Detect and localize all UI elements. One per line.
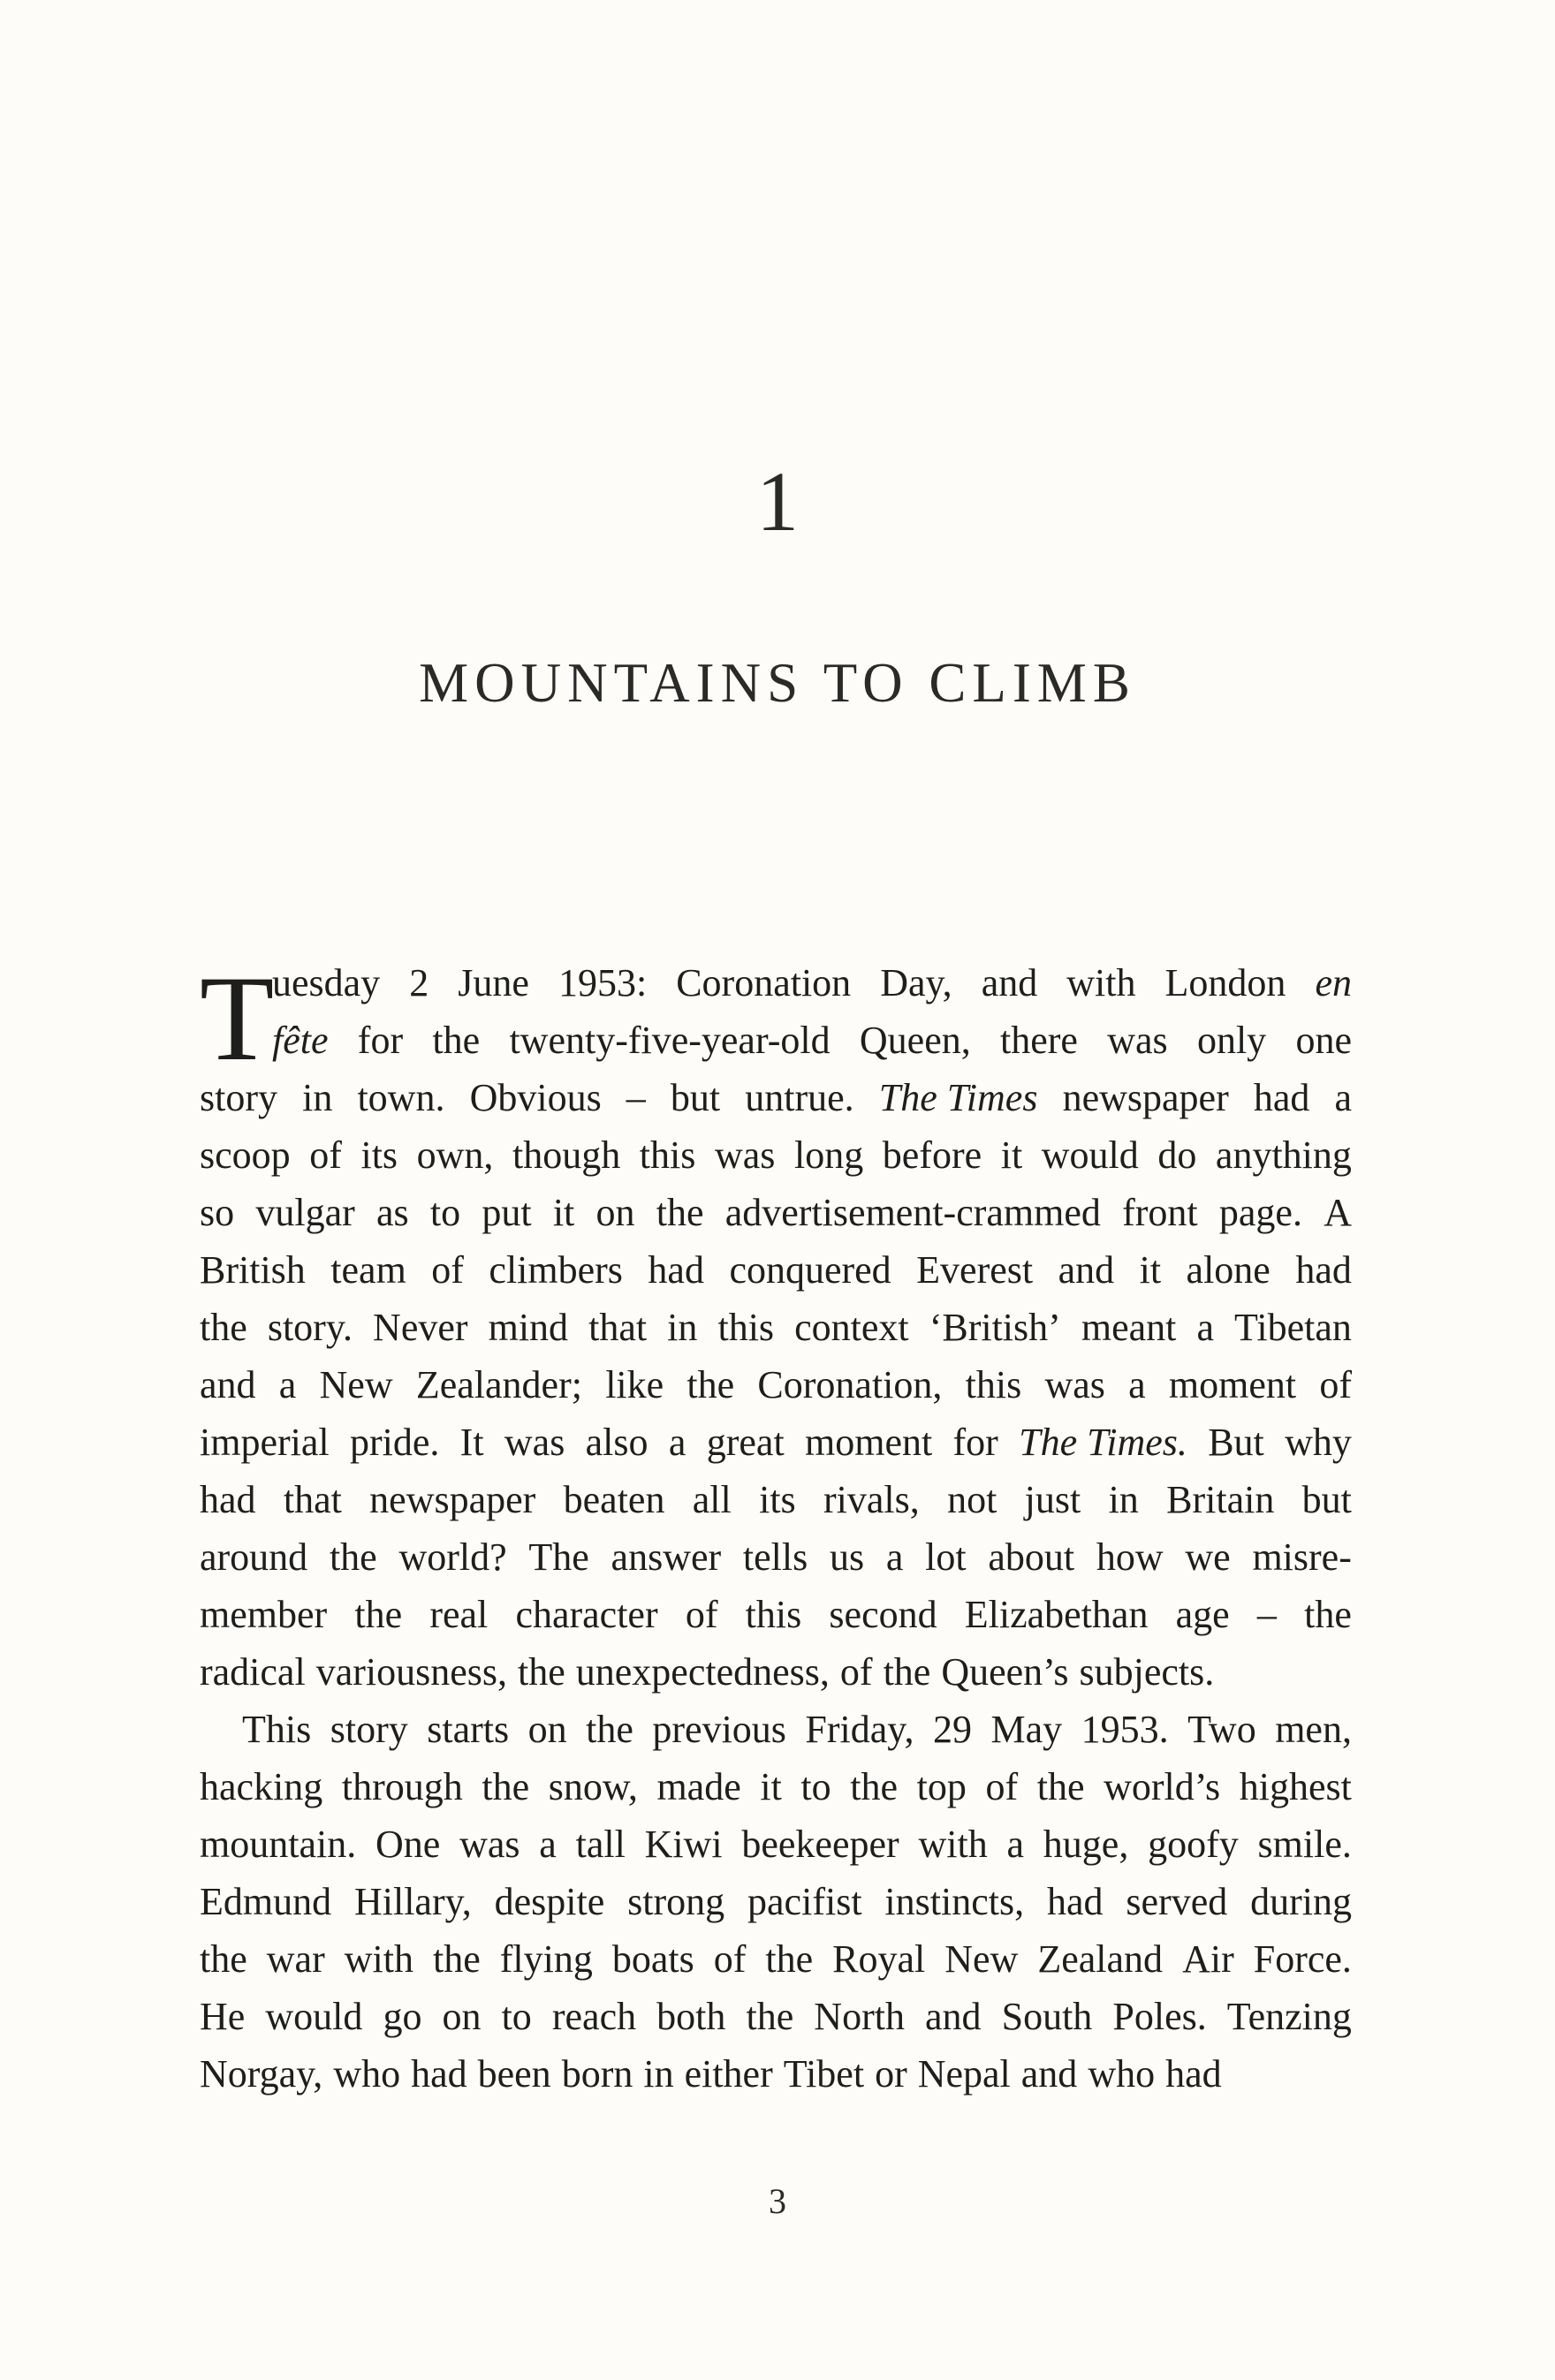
word: why (1285, 1421, 1352, 1464)
word: had (648, 1248, 704, 1292)
word: He (200, 1995, 246, 2038)
word: the (432, 1019, 481, 1062)
drop-cap: T (200, 951, 275, 1086)
word: page. (1218, 1191, 1302, 1234)
word: context (794, 1306, 909, 1349)
word: New (944, 1937, 1019, 1981)
word: but (1301, 1478, 1352, 1521)
word: Day, (880, 961, 952, 1004)
word: do (1157, 1133, 1197, 1177)
word: New (319, 1363, 393, 1406)
word: for (357, 1019, 404, 1062)
word: had (1046, 1880, 1104, 1923)
word: though (512, 1133, 621, 1177)
word: The Times. (1019, 1421, 1187, 1464)
word: just (1024, 1478, 1081, 1521)
word: moment (1168, 1363, 1297, 1406)
word: and (1058, 1248, 1115, 1292)
word: was (1044, 1363, 1105, 1406)
word: hacking (200, 1765, 323, 1808)
text-line (200, 1184, 1352, 1241)
word: of (309, 1133, 342, 1177)
word: was (459, 1823, 520, 1866)
word: Queen, (859, 1019, 971, 1062)
word: the (765, 1937, 814, 1981)
word: North (814, 1995, 905, 2038)
word: the (354, 1593, 403, 1636)
word: would (1041, 1133, 1139, 1177)
word: its (360, 1133, 398, 1177)
word: unexpectedness, (575, 1650, 830, 1694)
word: had (1295, 1248, 1352, 1292)
text-line (200, 2045, 1352, 2103)
word: was (1107, 1019, 1168, 1062)
word: Queen’s (941, 1650, 1069, 1694)
word: and (925, 1995, 982, 2038)
word: A (1324, 1191, 1352, 1234)
word: front (1122, 1191, 1198, 1234)
word: mind (488, 1306, 569, 1349)
word: during (1250, 1880, 1352, 1923)
word: with (344, 1937, 413, 1981)
word: Poles. (1112, 1995, 1207, 2038)
word: in (1108, 1478, 1139, 1521)
word: us (829, 1535, 865, 1579)
word: story. (267, 1306, 353, 1349)
word: age (1175, 1593, 1230, 1636)
word: One (375, 1823, 441, 1866)
word: great (706, 1421, 785, 1464)
word: that (283, 1478, 342, 1521)
word: the (656, 1191, 704, 1234)
word: put (482, 1191, 532, 1234)
word: around (200, 1535, 308, 1579)
word: the (432, 1937, 481, 1981)
word: Britain (1166, 1478, 1275, 1521)
word: the (883, 1650, 931, 1694)
word: Tibetan (1234, 1306, 1352, 1349)
word: it (1000, 1133, 1023, 1177)
word: through (341, 1765, 463, 1808)
word: and (1020, 2052, 1078, 2096)
word: with (918, 1823, 988, 1866)
word: that (588, 1306, 648, 1349)
word: it (760, 1765, 782, 1808)
word: Royal (832, 1937, 926, 1981)
word: Air (1182, 1937, 1234, 1981)
word: but (670, 1076, 721, 1119)
word: radical (200, 1650, 306, 1694)
word: real (429, 1593, 489, 1636)
word: This (242, 1708, 312, 1751)
word: own, (416, 1133, 494, 1177)
word: Norgay, (200, 2052, 323, 2096)
word: character (515, 1593, 658, 1636)
word: this (639, 1133, 696, 1177)
word: moment (805, 1421, 933, 1464)
word: vulgar (255, 1191, 355, 1234)
word: the (200, 1937, 247, 1981)
word: fête (272, 1019, 329, 1062)
word: 1953: (558, 961, 648, 1004)
word: had (1165, 2052, 1222, 2096)
word: mountain. (200, 1823, 357, 1866)
word: smile. (1257, 1823, 1352, 1866)
word: anything (1215, 1133, 1352, 1177)
chapter-number: 1 (756, 454, 799, 549)
word: Nepal (917, 2052, 1011, 2096)
word: a (1128, 1363, 1146, 1406)
word: of (685, 1593, 718, 1636)
word: this (717, 1306, 775, 1349)
word: member (200, 1593, 328, 1636)
word: previous (652, 1708, 786, 1751)
word: reach (551, 1995, 637, 2038)
word: despite (494, 1880, 605, 1923)
word: pacifist (747, 1880, 862, 1923)
word: of (985, 1765, 1019, 1808)
word: a (1006, 1823, 1025, 1866)
word: in (643, 2052, 674, 2096)
word: would (265, 1995, 363, 2038)
word: subjects. (1079, 1650, 1215, 1694)
chapter-title: MOUNTAINS TO CLIMB (419, 652, 1136, 714)
word: of (839, 1650, 873, 1694)
word: snow, (548, 1765, 638, 1808)
word: strong (627, 1880, 725, 1923)
word: climbers (489, 1248, 623, 1292)
word: conquered (729, 1248, 891, 1292)
word: on (595, 1191, 635, 1234)
page-number: 3 (769, 2181, 786, 2221)
word: a (539, 1823, 557, 1866)
word: variousness, (315, 1650, 508, 1694)
word: had (1253, 1076, 1310, 1119)
word: misre- (1252, 1535, 1352, 1579)
word: goofy (1148, 1823, 1239, 1866)
word: been (477, 2052, 551, 2096)
word: The Times (878, 1076, 1038, 1119)
word: a (1196, 1306, 1214, 1349)
word: of (713, 1937, 747, 1981)
word: scoop (200, 1133, 291, 1177)
word: the (850, 1765, 899, 1808)
word: in (667, 1306, 698, 1349)
text-line (200, 1586, 1352, 1643)
word: both (656, 1995, 726, 2038)
word: – (626, 1076, 646, 1119)
text-line (200, 1241, 1352, 1299)
text-line (200, 1356, 1352, 1414)
word: story (200, 1076, 277, 1119)
word: answer (611, 1535, 722, 1579)
word: The (528, 1535, 589, 1579)
word: either (684, 2052, 773, 2096)
text-line (200, 954, 1352, 1012)
word: ‘British’ (929, 1306, 1061, 1349)
word: this (745, 1593, 802, 1636)
word: to (501, 1995, 532, 2038)
text-line (200, 1012, 1352, 1069)
text-line (200, 1471, 1352, 1528)
word: Hillary, (353, 1880, 472, 1923)
word: Tenzing (1226, 1995, 1352, 2038)
word: who (1088, 2052, 1156, 2096)
word: Force. (1253, 1937, 1352, 1981)
word: world’s (1104, 1765, 1221, 1808)
word: served (1126, 1880, 1228, 1923)
word: and (200, 1363, 256, 1406)
text-line (200, 1873, 1352, 1930)
word: like (605, 1363, 664, 1406)
text-line (200, 1815, 1352, 1873)
word: world? (398, 1535, 507, 1579)
word: before (882, 1133, 982, 1177)
word: war (266, 1937, 325, 1981)
word: – (1256, 1593, 1277, 1636)
word: second (829, 1593, 937, 1636)
word: the (1304, 1593, 1352, 1636)
word: and (981, 961, 1038, 1004)
text-line (200, 1126, 1352, 1184)
word: so (200, 1191, 235, 1234)
word: men, (1275, 1708, 1352, 1751)
word: uesday (272, 961, 381, 1004)
word: en (1315, 961, 1352, 1004)
word: 29 (932, 1708, 972, 1751)
word: Two (1187, 1708, 1256, 1751)
word: on (527, 1708, 567, 1751)
word: tall (575, 1823, 626, 1866)
word: had (411, 2052, 467, 2096)
word: starts (427, 1708, 510, 1751)
word: there (1000, 1019, 1078, 1062)
word: it (552, 1191, 575, 1234)
word: in (302, 1076, 333, 1119)
word: untrue. (745, 1076, 854, 1119)
word: imperial (200, 1421, 330, 1464)
text-line (200, 1299, 1352, 1356)
word: Obvious (469, 1076, 602, 1119)
word: London (1164, 961, 1286, 1004)
word: tells (742, 1535, 808, 1579)
word: the (329, 1535, 377, 1579)
word: huge, (1043, 1823, 1129, 1866)
word: May (990, 1708, 1063, 1751)
word: South (1001, 1995, 1093, 2038)
word: beaten (563, 1478, 665, 1521)
word: of (431, 1248, 464, 1292)
word: town. (357, 1076, 445, 1119)
word: a (668, 1421, 686, 1464)
word: it (1139, 1248, 1162, 1292)
word: advertisement-crammed (724, 1191, 1101, 1234)
word: one (1295, 1019, 1352, 1062)
word: long (793, 1133, 864, 1177)
word: also (585, 1421, 649, 1464)
word: newspaper (369, 1478, 536, 1521)
word: alone (1186, 1248, 1271, 1292)
text-line (200, 1528, 1352, 1586)
word: But (1208, 1421, 1264, 1464)
word: a (1334, 1076, 1352, 1119)
word: Friday, (805, 1708, 914, 1751)
word: top (916, 1765, 967, 1808)
word: meant (1081, 1306, 1177, 1349)
word: Zealand (1037, 1937, 1164, 1981)
word: It (459, 1421, 484, 1464)
word: Coronation (676, 961, 852, 1004)
word: was (504, 1421, 565, 1464)
word: to (429, 1191, 461, 1234)
word: was (714, 1133, 776, 1177)
word: pride. (349, 1421, 440, 1464)
word: the (482, 1765, 530, 1808)
word: Zealander; (415, 1363, 582, 1406)
word: lot (925, 1535, 967, 1579)
word: its (759, 1478, 796, 1521)
word: born (561, 2052, 633, 2096)
word: Everest (916, 1248, 1034, 1292)
word: for (952, 1421, 998, 1464)
word: team (330, 1248, 406, 1292)
word: Edmund (200, 1880, 332, 1923)
word: the (518, 1650, 565, 1694)
word: a (278, 1363, 297, 1406)
word: June (458, 961, 529, 1004)
word: on (442, 1995, 482, 2038)
word: how (1096, 1535, 1164, 1579)
word: boats (611, 1937, 694, 1981)
word: story (330, 1708, 408, 1751)
body-text (200, 951, 1352, 2103)
word: of (1319, 1363, 1352, 1406)
word: as (376, 1191, 409, 1234)
word: Tibet (783, 2052, 865, 2096)
text-line (200, 1930, 1352, 1988)
word: 1953. (1081, 1708, 1169, 1751)
word: rivals, (823, 1478, 920, 1521)
word: go (383, 1995, 422, 2038)
word: British (200, 1248, 306, 1292)
word: or (875, 2052, 907, 2096)
text-line (200, 1643, 1352, 1701)
word: Never (373, 1306, 468, 1349)
word: instincts, (884, 1880, 1025, 1923)
word: not (947, 1478, 997, 1521)
word: a (885, 1535, 904, 1579)
word: beekeeper (741, 1823, 899, 1866)
word: we (1185, 1535, 1231, 1579)
word: the (686, 1363, 735, 1406)
word: all (692, 1478, 732, 1521)
word: only (1196, 1019, 1267, 1062)
word: Coronation, (757, 1363, 943, 1406)
word: the (1036, 1765, 1085, 1808)
text-line (200, 1414, 1352, 1471)
word: to (800, 1765, 831, 1808)
text-line (200, 1069, 1352, 1126)
word: flying (499, 1937, 593, 1981)
word: who (333, 2052, 401, 2096)
word: the (200, 1306, 247, 1349)
word: Kiwi (644, 1823, 723, 1866)
word: the (586, 1708, 633, 1751)
word: 2 (409, 961, 429, 1004)
text-line (200, 1988, 1352, 2045)
word: with (1066, 961, 1136, 1004)
word: about (988, 1535, 1075, 1579)
word: newspaper (1062, 1076, 1229, 1119)
word: highest (1239, 1765, 1352, 1808)
word: Elizabethan (964, 1593, 1149, 1636)
text-line (200, 1758, 1352, 1815)
text-line (200, 1701, 1352, 1758)
word: the (746, 1995, 794, 2038)
word: this (965, 1363, 1022, 1406)
word: twenty-five-year-old (509, 1019, 831, 1062)
word: made (656, 1765, 741, 1808)
word: had (200, 1478, 256, 1521)
